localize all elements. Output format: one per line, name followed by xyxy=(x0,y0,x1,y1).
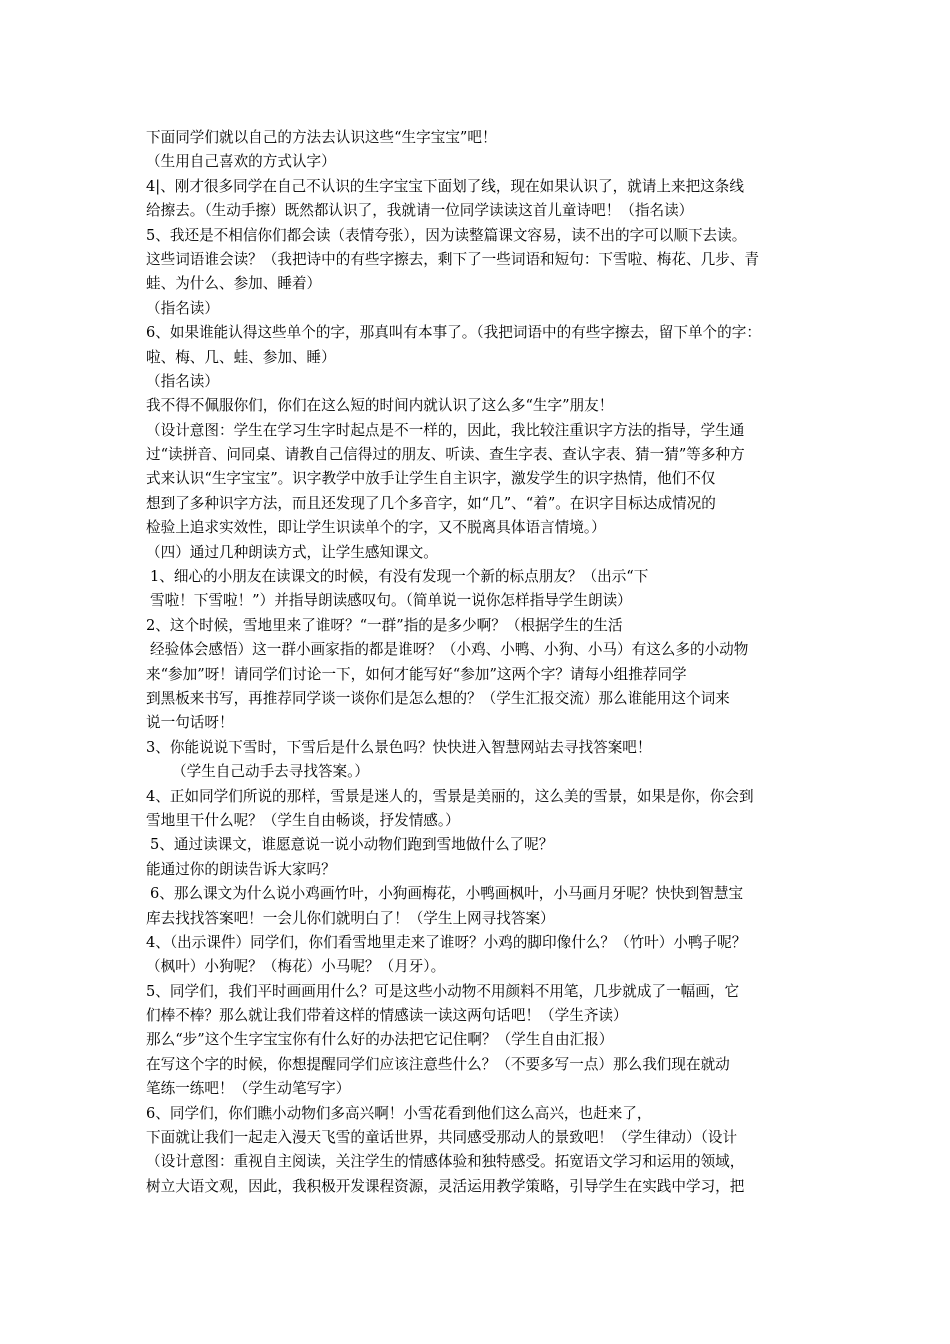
text-line: 6、如果谁能认得这些单个的字，那真叫有本事了。（我把词语中的有些字擦去，留下单个的字： xyxy=(146,324,761,342)
text-line: 6、那么课文为什么说小鸡画竹叶，小狗画梅花，小鸭画枫叶，小马画月牙呢？快快到智慧宝 xyxy=(150,885,744,903)
text-line: 到黑板来书写，再推荐同学谈一谈你们是怎么想的？（学生汇报交流）那么谁能用这个词来 xyxy=(146,689,730,707)
text-line: 下面就让我们一起走入漫天飞雪的童话世界，共同感受那动人的景致吧！（学生律动）（设计 xyxy=(146,1129,738,1147)
text-line: 5、我还是不相信你们都会读（表情夸张），因为读整篇课文容易，读不出的字可以顺下去读。 xyxy=(146,226,747,244)
text-line: 我不得不佩服你们，你们在这么短的时间内就认识了这么多“生字”朋友！ xyxy=(146,397,614,415)
text-line: 在写这个字的时候，你想提醒同学们应该注意些什么？（不要多写一点）那么我们现在就动 xyxy=(146,1055,730,1073)
text-line: 笔练一练吧！（学生动笔写字） xyxy=(146,1080,351,1098)
text-line: 给擦去。（生动手擦）既然都认识了，我就请一位同学读读这首儿童诗吧！（指名读） xyxy=(146,202,694,220)
text-line: 检验上追求实效性，即让学生识读单个的字，又不脱离具体语言情境。） xyxy=(146,519,606,537)
text-line: （四）通过几种朗读方式，让学生感知课文。 xyxy=(146,543,438,561)
text-line: 来“参加”呀！请同学们讨论一下，如何才能写好“参加”这两个字？请每小组推荐同学 xyxy=(146,665,687,683)
text-line: 经验体会感悟）这一群小画家指的都是谁呀？（小鸡、小鸭、小狗、小马）有这么多的小动物 xyxy=(150,641,749,659)
text-line: （设计意图：学生在学习生字时起点是不一样的，因此，我比较注重识字方法的指导，学生通 xyxy=(146,421,745,439)
text-line: 雪啦！下雪啦！”）并指导朗读感叹句。（简单说一说你怎样指导学生朗读） xyxy=(150,592,632,610)
text-line: 3、你能说说下雪时，下雪后是什么景色吗？快快进入智慧网站去寻找答案吧！ xyxy=(146,738,652,756)
document-body xyxy=(146,126,822,1199)
text-line: 4、正如同学们所说的那样，雪景是迷人的，雪景是美丽的，这么美的雪景，如果是你，你会到 xyxy=(146,787,754,805)
text-line: （学生自己动手去寻找答案。） xyxy=(172,763,370,781)
text-line: 过“读拼音、问同桌、请教自己信得过的朋友、听读、查生字表、查认字表、猜一猜”等多种方 xyxy=(146,446,745,464)
text-line: 6、同学们，你们瞧小动物们多高兴啊！小雪花看到他们这么高兴，也赶来了， xyxy=(146,1104,652,1122)
text-line: 2、这个时候，雪地里来了谁呀？“一群”指的是多少啊？（根据学生的生活 xyxy=(146,616,623,634)
text-line: （枫叶）小狗呢？（梅花）小马呢？（月牙）。 xyxy=(146,958,446,976)
text-line: （指名读） xyxy=(146,372,219,390)
text-line: 5、同学们，我们平时画画用什么？可是这些小动物不用颜料不用笔，几步就成了一幅画，它 xyxy=(146,982,740,1000)
text-line: 库去找找答案吧！一会儿你们就明白了！（学生上网寻找答案） xyxy=(146,909,555,927)
text-line: 啦、梅、几、蛙、参加、睡） xyxy=(146,348,336,366)
text-line: 5、通过读课文，谁愿意说一说小动物们跑到雪地做什么了呢？ xyxy=(150,836,554,854)
text-line: 4、（出示课件）同学们，你们看雪地里走来了谁呀？小鸡的脚印像什么？（竹叶）小鸭子呢？ xyxy=(146,933,747,951)
text-line: 4|、刚才很多同学在自己不认识的生字宝宝下面划了线，现在如果认识了，就请上来把这条线 xyxy=(146,177,744,195)
text-line: 那么“步”这个生字宝宝你有什么好的办法把它记住啊？（学生自由汇报） xyxy=(146,1031,614,1049)
text-line: （指名读） xyxy=(146,299,219,317)
text-line: 蛙、为什么、参加、睡着） xyxy=(146,275,322,293)
text-line: （生用自己喜欢的方式认字） xyxy=(146,153,336,171)
text-line: 式来认识“生字宝宝”。识字教学中放手让学生自主识字，激发学生的识字热情，他们不仅 xyxy=(146,470,716,488)
text-line: 想到了多种识字方法，而且还发现了几个多音字，如“几”、“着”。在识字目标达成情况的 xyxy=(146,494,716,512)
text-line: 说一句话呀！ xyxy=(146,714,234,732)
text-line: 雪地里干什么呢？（学生自由畅谈，抒发情感。） xyxy=(146,811,460,829)
text-line: 树立大语文观，因此，我积极开发课程资源，灵活运用教学策略，引导学生在实践中学习，把 xyxy=(146,1177,745,1195)
text-line: 能通过你的朗读告诉大家吗？ xyxy=(146,860,336,878)
text-line: （设计意图：重视自主阅读，关注学生的情感体验和独特感受。拓宽语文学习和运用的领域， xyxy=(146,1153,745,1171)
text-line: 1、细心的小朋友在读课文的时候，有没有发现一个新的标点朋友？（出示“下 xyxy=(150,568,649,586)
text-line: 们棒不棒？那么就让我们带着这样的情感读一读这两句话吧！（学生齐读） xyxy=(146,1007,628,1025)
text-line: 这些词语谁会读？（我把诗中的有些字擦去，剩下了一些词语和短句：下雪啦、梅花、几步、青 xyxy=(146,250,759,268)
text-line: 下面同学们就以自己的方法去认识这些“生字宝宝”吧！ xyxy=(146,129,497,146)
